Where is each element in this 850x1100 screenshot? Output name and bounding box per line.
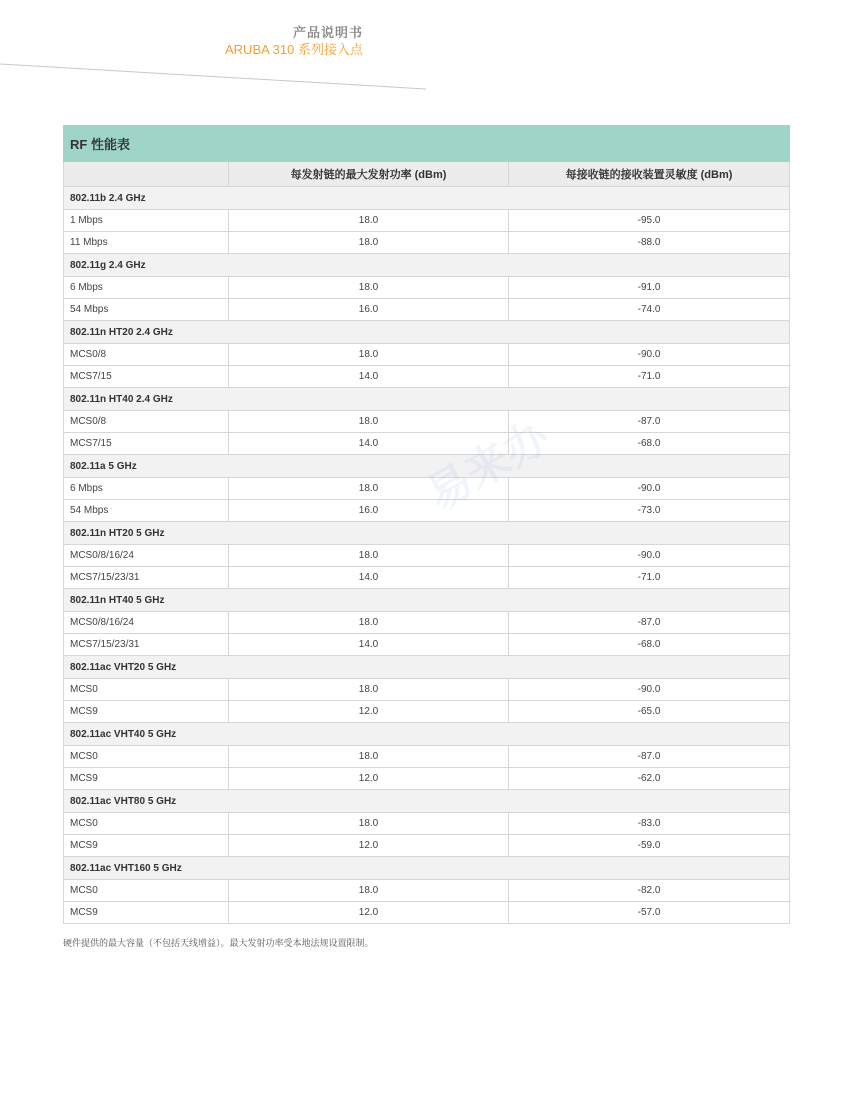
table-row (64, 411, 790, 433)
table-row (64, 232, 790, 254)
tx-power-cell: 16.0 (229, 500, 509, 522)
table-row (64, 634, 790, 656)
data-rate-cell: MCS0/8 (64, 411, 229, 433)
table-row (64, 299, 790, 321)
tx-power-cell: 18.0 (229, 880, 509, 902)
data-rate-cell: MCS0/8/16/24 (64, 545, 229, 567)
data-rate-cell: MCS7/15/23/31 (64, 634, 229, 656)
table-row (64, 701, 790, 723)
tx-power-cell: 14.0 (229, 366, 509, 388)
document-title: 产品说明书 (292, 25, 363, 40)
section-label: 802.11n HT40 5 GHz (64, 589, 790, 612)
tx-power-cell: 18.0 (229, 232, 509, 254)
section-row (64, 455, 790, 478)
data-rate-cell: MCS0 (64, 746, 229, 768)
table-row (64, 366, 790, 388)
data-rate-cell: 11 Mbps (64, 232, 229, 254)
tx-power-cell: 18.0 (229, 411, 509, 433)
rx-sensitivity-cell: -87.0 (509, 612, 790, 634)
column-header-tx-power: 每发射链的最大发射功率 (dBm) (229, 162, 509, 187)
rx-sensitivity-cell: -71.0 (509, 567, 790, 589)
section-row (64, 857, 790, 880)
section-label: 802.11n HT20 2.4 GHz (64, 321, 790, 344)
data-rate-cell: MCS7/15 (64, 366, 229, 388)
section-row (64, 522, 790, 545)
data-rate-cell: MCS9 (64, 835, 229, 857)
watermark-logo: 易来办 (418, 410, 559, 521)
data-rate-cell: MCS9 (64, 768, 229, 790)
tx-power-cell: 18.0 (229, 813, 509, 835)
section-label: 802.11g 2.4 GHz (64, 254, 790, 277)
table-row (64, 433, 790, 455)
table-row (64, 835, 790, 857)
table-row (64, 210, 790, 232)
tx-power-cell: 18.0 (229, 478, 509, 500)
rx-sensitivity-cell: -90.0 (509, 478, 790, 500)
rx-sensitivity-cell: -73.0 (509, 500, 790, 522)
document-subtitle: ARUBA 310 系列接入点 (225, 42, 363, 57)
rx-sensitivity-cell: -87.0 (509, 746, 790, 768)
table-row (64, 813, 790, 835)
table-row (64, 612, 790, 634)
data-rate-cell: 1 Mbps (64, 210, 229, 232)
data-rate-cell: MCS7/15 (64, 433, 229, 455)
section-label: 802.11ac VHT160 5 GHz (64, 857, 790, 880)
table-row (64, 880, 790, 902)
footnote: 硬件提供的最大容量（不包括天线增益）。最大发射功率受本地法规设置限制。 (63, 938, 374, 948)
section-row (64, 723, 790, 746)
data-rate-cell: 54 Mbps (64, 299, 229, 321)
tx-power-cell: 18.0 (229, 612, 509, 634)
tx-power-cell: 12.0 (229, 835, 509, 857)
tx-power-cell: 18.0 (229, 210, 509, 232)
data-rate-cell: 6 Mbps (64, 277, 229, 299)
rx-sensitivity-cell: -57.0 (509, 902, 790, 924)
section-label: 802.11ac VHT20 5 GHz (64, 656, 790, 679)
rx-sensitivity-cell: -74.0 (509, 299, 790, 321)
tx-power-cell: 16.0 (229, 299, 509, 321)
rx-sensitivity-cell: -83.0 (509, 813, 790, 835)
table-row (64, 478, 790, 500)
section-row (64, 790, 790, 813)
rx-sensitivity-cell: -91.0 (509, 277, 790, 299)
tx-power-cell: 12.0 (229, 768, 509, 790)
section-row (64, 388, 790, 411)
data-rate-cell: MCS0 (64, 679, 229, 701)
table-row (64, 500, 790, 522)
header-divider-line (0, 0, 850, 100)
table-title: RF 性能表 (64, 126, 790, 162)
table-row (64, 545, 790, 567)
section-label: 802.11ac VHT80 5 GHz (64, 790, 790, 813)
data-rate-cell: MCS0 (64, 813, 229, 835)
tx-power-cell: 14.0 (229, 634, 509, 656)
tx-power-cell: 18.0 (229, 679, 509, 701)
rx-sensitivity-cell: -71.0 (509, 366, 790, 388)
data-rate-cell: MCS9 (64, 902, 229, 924)
rx-sensitivity-cell: -68.0 (509, 433, 790, 455)
tx-power-cell: 12.0 (229, 902, 509, 924)
data-rate-cell: MCS0/8/16/24 (64, 612, 229, 634)
rx-sensitivity-cell: -88.0 (509, 232, 790, 254)
column-header-rate (64, 162, 229, 187)
table-row (64, 768, 790, 790)
rx-sensitivity-cell: -59.0 (509, 835, 790, 857)
tx-power-cell: 18.0 (229, 545, 509, 567)
table-body (64, 187, 790, 924)
rx-sensitivity-cell: -62.0 (509, 768, 790, 790)
data-rate-cell: MCS0/8 (64, 344, 229, 366)
table-row (64, 277, 790, 299)
table-row (64, 746, 790, 768)
tx-power-cell: 18.0 (229, 746, 509, 768)
rf-performance-table (63, 125, 790, 924)
data-rate-cell: MCS7/15/23/31 (64, 567, 229, 589)
tx-power-cell: 18.0 (229, 344, 509, 366)
rx-sensitivity-cell: -65.0 (509, 701, 790, 723)
section-label: 802.11ac VHT40 5 GHz (64, 723, 790, 746)
rx-sensitivity-cell: -68.0 (509, 634, 790, 656)
tx-power-cell: 18.0 (229, 277, 509, 299)
section-row (64, 589, 790, 612)
section-row (64, 321, 790, 344)
table-title-row (64, 126, 790, 162)
document-header (0, 0, 850, 100)
data-rate-cell: 6 Mbps (64, 478, 229, 500)
rx-sensitivity-cell: -90.0 (509, 344, 790, 366)
section-label: 802.11n HT40 2.4 GHz (64, 388, 790, 411)
rx-sensitivity-cell: -90.0 (509, 679, 790, 701)
section-row (64, 656, 790, 679)
tx-power-cell: 12.0 (229, 701, 509, 723)
tx-power-cell: 14.0 (229, 567, 509, 589)
section-row (64, 254, 790, 277)
table-header-row (64, 162, 790, 187)
rx-sensitivity-cell: -82.0 (509, 880, 790, 902)
rx-sensitivity-cell: -87.0 (509, 411, 790, 433)
data-rate-cell: MCS9 (64, 701, 229, 723)
section-row (64, 187, 790, 210)
data-rate-cell: MCS0 (64, 880, 229, 902)
section-label: 802.11b 2.4 GHz (64, 187, 790, 210)
table-row (64, 344, 790, 366)
rx-sensitivity-cell: -95.0 (509, 210, 790, 232)
section-label: 802.11n HT20 5 GHz (64, 522, 790, 545)
column-header-rx-sensitivity: 每接收链的接收装置灵敏度 (dBm) (509, 162, 790, 187)
data-rate-cell: 54 Mbps (64, 500, 229, 522)
table-row (64, 902, 790, 924)
table-row (64, 567, 790, 589)
table-row (64, 679, 790, 701)
section-label: 802.11a 5 GHz (64, 455, 790, 478)
tx-power-cell: 14.0 (229, 433, 509, 455)
rx-sensitivity-cell: -90.0 (509, 545, 790, 567)
